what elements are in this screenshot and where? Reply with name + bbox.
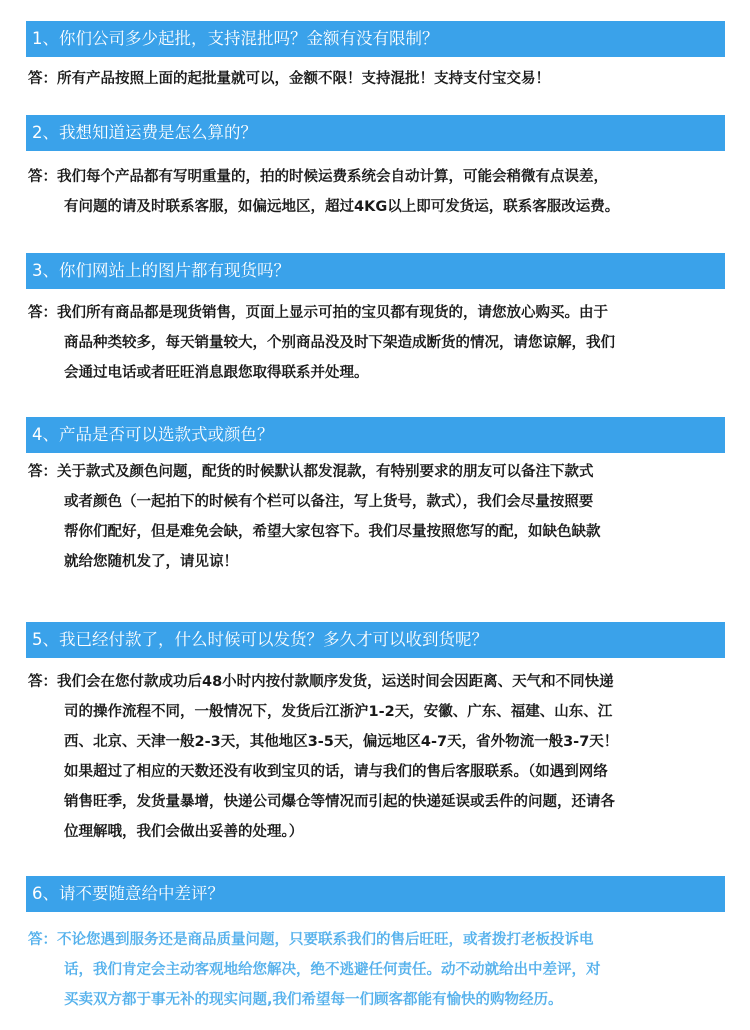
answer-line: 答：我们每个产品都有写明重量的，拍的时候运费系统会自动计算，可能会稍微有点误差， (28, 169, 608, 185)
answer-line: 会通过电话或者旺旺消息跟您取得联系并处理。 (64, 365, 369, 381)
faq-answer-1 (28, 64, 728, 94)
faq-question-4: 4、产品是否可以选款式或颜色？ (26, 417, 725, 453)
answer-line: 西、北京、天津一般2-3天，其他地区3-5天，偏远地区4-7天，省外物流一般3-7天！ (64, 734, 619, 750)
faq-answer-5 (28, 667, 728, 847)
answer-line: 答：我们所有商品都是现货销售，页面上显示可拍的宝贝都有现货的，请您放心购买。由于 (28, 305, 608, 321)
answer-line: 买卖双方都于事无补的现实问题,我们希望每一们顾客都能有愉快的购物经历。 (64, 992, 563, 1008)
answer-line: 答：我们会在您付款成功后48小时内按付款顺序发货，运送时间会因距离、天气和不同快递 (28, 674, 614, 690)
faq-answer-6 (28, 925, 728, 1015)
answer-line: 答：所有产品按照上面的起批量就可以，金额不限！支持混批！支持支付宝交易！ (28, 71, 550, 87)
answer-line: 就给您随机发了，请见谅！ (64, 554, 238, 570)
faq-answer-3 (28, 298, 728, 388)
faq-question-6: 6、请不要随意给中差评？ (26, 876, 725, 912)
answer-line: 如果超过了相应的天数还没有收到宝贝的话，请与我们的售后客服联系。（如遇到网络 (64, 764, 608, 780)
answer-line: 帮你们配好，但是难免会缺，希望大家包容下。我们尽量按照您写的配，如缺色缺款 (64, 524, 601, 540)
answer-line: 商品种类较多，每天销量较大，个别商品没及时下架造成断货的情况，请您谅解，我们 (64, 335, 615, 351)
faq-answer-4 (28, 457, 728, 577)
faq-question-5: 5、我已经付款了，什么时候可以发货？多久才可以收到货呢？ (26, 622, 725, 658)
answer-line: 或者颜色（一起拍下的时候有个栏可以备注，写上货号，款式），我们会尽量按照要 (64, 494, 594, 510)
answer-line: 答：不论您遇到服务还是商品质量问题，只要联系我们的售后旺旺，或者拨打老板投诉电 (28, 932, 594, 948)
faq-question-2: 2、我想知道运费是怎么算的？ (26, 115, 725, 151)
answer-line: 有问题的请及时联系客服，如偏远地区，超过4KG以上即可发货运，联系客服改运费。 (64, 199, 620, 215)
faq-answer-2 (28, 162, 728, 222)
answer-line: 答：关于款式及颜色问题，配货的时候默认都发混款，有特别要求的朋友可以备注下款式 (28, 464, 594, 480)
answer-line: 话，我们肯定会主动客观地给您解决，绝不逃避任何责任。动不动就给出中差评，对 (64, 962, 601, 978)
answer-line: 司的操作流程不同，一般情况下，发货后江浙沪1-2天，安徽、广东、福建、山东、江 (64, 704, 613, 720)
faq-question-3: 3、你们网站上的图片都有现货吗？ (26, 253, 725, 289)
faq-question-1: 1、你们公司多少起批，支持混批吗？金额有没有限制？ (26, 21, 725, 57)
answer-line: 销售旺季，发货量暴增，快递公司爆仓等情况而引起的快递延误或丢件的问题，还请各 (64, 794, 615, 810)
answer-line: 位理解哦，我们会做出妥善的处理。） (64, 824, 304, 840)
